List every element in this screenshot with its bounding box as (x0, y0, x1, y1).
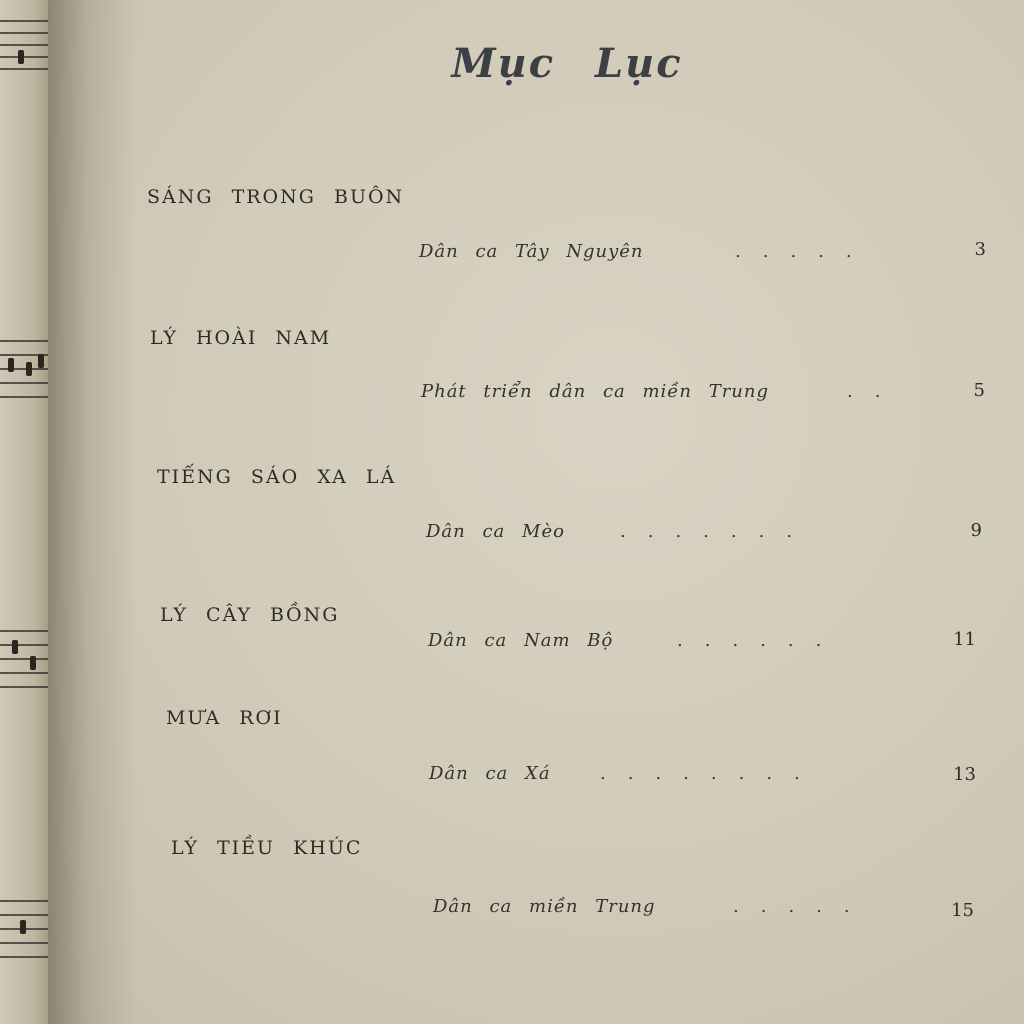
toc-entry-subtitle: Dân ca Mèo (426, 521, 565, 542)
toc-entry-title: LÝ HOÀI NAM (150, 327, 332, 349)
toc-entry-page: 3 (974, 239, 986, 260)
toc-entry-page: 11 (953, 629, 976, 650)
toc-entry-title: LÝ CÂY BỒNG (160, 604, 340, 626)
toc-entry-subtitle: Dân ca Xá (429, 763, 551, 784)
toc-entry-subtitle: Dân ca miền Trung (433, 896, 656, 917)
page-title: Mục Lục (451, 40, 683, 87)
toc-entry-subtitle: Dân ca Nam Bộ (428, 630, 614, 651)
toc-leader-dots: ..... (735, 241, 874, 262)
toc-entry-page: 15 (951, 900, 974, 921)
toc-entry-title: SÁNG TRONG BUÔN (147, 186, 405, 208)
toc-entry-page: 13 (953, 764, 976, 785)
book-gutter-shadow (48, 0, 138, 1024)
toc-leader-dots: ..... (733, 896, 872, 917)
toc-entry-subtitle: Phát triển dân ca miền Trung (421, 381, 770, 402)
toc-leader-dots: ....... (620, 521, 815, 542)
toc-entry-page: 5 (973, 380, 985, 401)
facing-page-sheet-music (0, 0, 48, 1024)
toc-leader-dots: .. (847, 381, 903, 402)
toc-leader-dots: ...... (677, 630, 844, 651)
toc-entry-subtitle: Dân ca Tây Nguyên (419, 241, 644, 262)
toc-entry-page: 9 (970, 520, 982, 541)
toc-entry-title: MƯA RƠI (166, 707, 283, 729)
toc-entry-title: LÝ TIỀU KHÚC (171, 837, 363, 859)
toc-leader-dots: ........ (600, 763, 822, 784)
toc-entry-title: TIẾNG SÁO XA LÁ (157, 466, 397, 488)
